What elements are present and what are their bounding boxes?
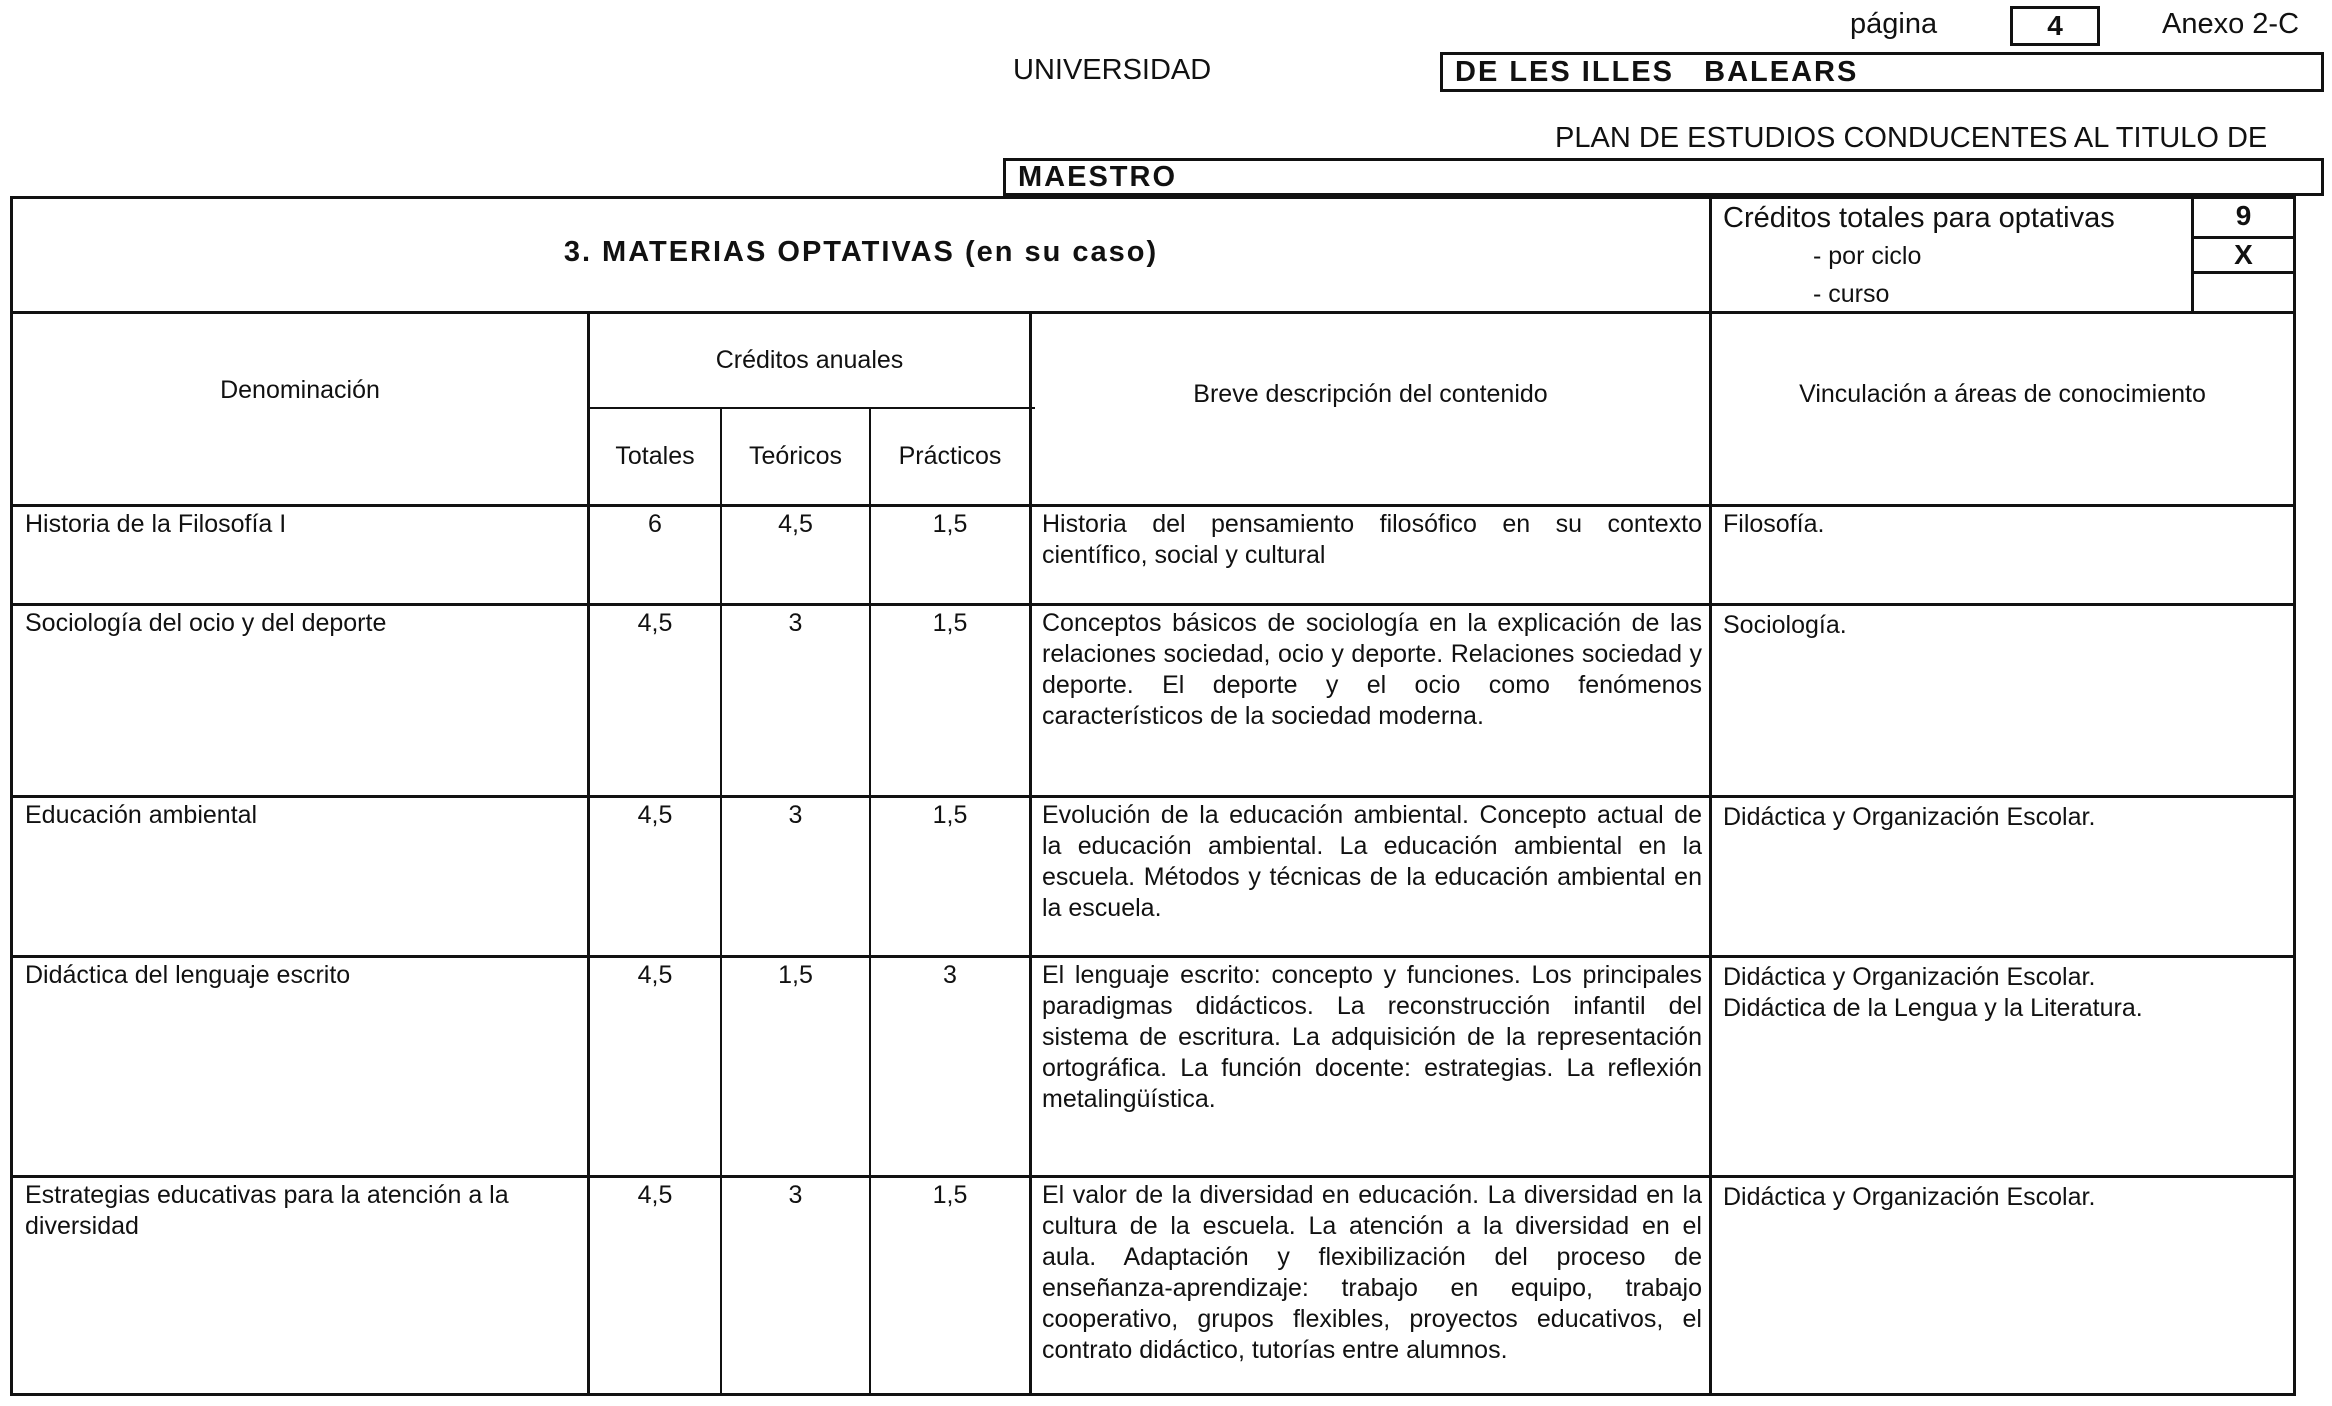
row-3-name: Educación ambiental (25, 801, 258, 829)
row-4-areas: Didáctica y Organización Escolar. Didáctica de la Lengua y la Literatura. (1723, 963, 2143, 1022)
row-1-teoricos: 4,5 (778, 510, 813, 538)
course-value (2191, 271, 2293, 311)
row-3-totales: 4,5 (637, 801, 673, 829)
row-5-teoricos: 3 (788, 1181, 803, 1209)
row-2-areas: Sociología. (1723, 611, 1847, 639)
page-number: 4 (2010, 6, 2100, 46)
row-4-name: Didáctica del lenguaje escrito (25, 961, 351, 989)
row-4-teoricos: 1,5 (778, 961, 813, 989)
degree-title: MAESTRO (1003, 158, 2324, 196)
row-4-description: El lenguaje escrito: concepto y funciones. Los principales paradigmas didácticos. La reconstrucción infantil del sistema de escritura. La adquisición de la representación ortográfica. La función docente: estrategias. La reflexión metalingüística. (1042, 961, 1702, 1113)
row-3-areas: Didáctica y Organización Escolar. (1723, 803, 2096, 831)
row-4-totales: 4,5 (637, 961, 673, 989)
page-label: página (1850, 8, 1938, 40)
section-title: 3. MATERIAS OPTATIVAS (en su caso) (563, 236, 1159, 268)
row-5-totales: 4,5 (637, 1181, 673, 1209)
credits-total-value: 9 (2191, 199, 2293, 239)
row-1-areas: Filosofía. (1723, 510, 1825, 538)
row-2-totales: 4,5 (637, 609, 673, 637)
row-3-description: Evolución de la educación ambiental. Concepto actual de la educación ambiental. La educación ambiental en la escuela. Métodos y técnicas de la educación ambiental en la escuela. (1042, 801, 1702, 922)
col-denominacion: Denominación (220, 376, 380, 404)
plan-label: PLAN DE ESTUDIOS CONDUCENTES AL TITULO DE (1555, 122, 2268, 154)
credits-total-label: Créditos totales para optativas (1723, 202, 2115, 234)
optional-subjects-table (10, 196, 2296, 1396)
row-1-name: Historia de la Filosofía I (25, 510, 287, 538)
course-label: - curso (1813, 280, 1890, 308)
col-vinculacion: Vinculación a áreas de conocimiento (1799, 380, 2206, 408)
row-5-name: Estrategias educativas para la atención a la diversidad (25, 1181, 509, 1240)
col-teoricos: Teóricos (748, 442, 843, 470)
row-1-totales: 6 (648, 510, 662, 538)
row-4-practicos: 3 (943, 961, 957, 989)
row-2-description: Conceptos básicos de sociología en la explicación de las relaciones sociedad, ocio y deporte. Relaciones sociedad y deporte. El deporte y el ocio como fenómenos característicos de la sociedad moderna. (1042, 609, 1702, 730)
row-3-teoricos: 3 (788, 801, 803, 829)
col-totales: Totales (615, 442, 695, 470)
row-5-areas: Didáctica y Organización Escolar. (1723, 1183, 2096, 1211)
row-2-practicos: 1,5 (932, 609, 968, 637)
col-practicos: Prácticos (898, 442, 1002, 470)
row-5-description: El valor de la diversidad en educación. La diversidad en la cultura de la escuela. La atención a la diversidad en el aula. Adaptación y flexibilización del proceso de enseñanza-aprendizaje: trabajo en equipo, trabajo cooperativo, grupos flexibles, proyectos educativos, el contrato didáctico, tutorías entre alumnos. (1042, 1181, 1702, 1364)
university-label: UNIVERSIDAD (1013, 54, 1212, 86)
row-2-name: Sociología del ocio y del deporte (25, 609, 387, 637)
col-descripcion: Breve descripción del contenido (1193, 380, 1548, 408)
row-3-practicos: 1,5 (932, 801, 968, 829)
col-creditos-anuales: Créditos anuales (715, 346, 904, 374)
row-1-description: Historia del pensamiento filosófico en su contexto científico, social y cultural (1042, 510, 1702, 569)
row-2-teoricos: 3 (788, 609, 803, 637)
row-5-practicos: 1,5 (932, 1181, 968, 1209)
per-cycle-value: X (2191, 236, 2293, 274)
annex-label: Anexo 2-C (2162, 8, 2300, 40)
university-name: DE LES ILLES BALEARS (1440, 52, 2324, 92)
row-1-practicos: 1,5 (932, 510, 968, 538)
per-cycle-label: - por ciclo (1813, 242, 1922, 270)
